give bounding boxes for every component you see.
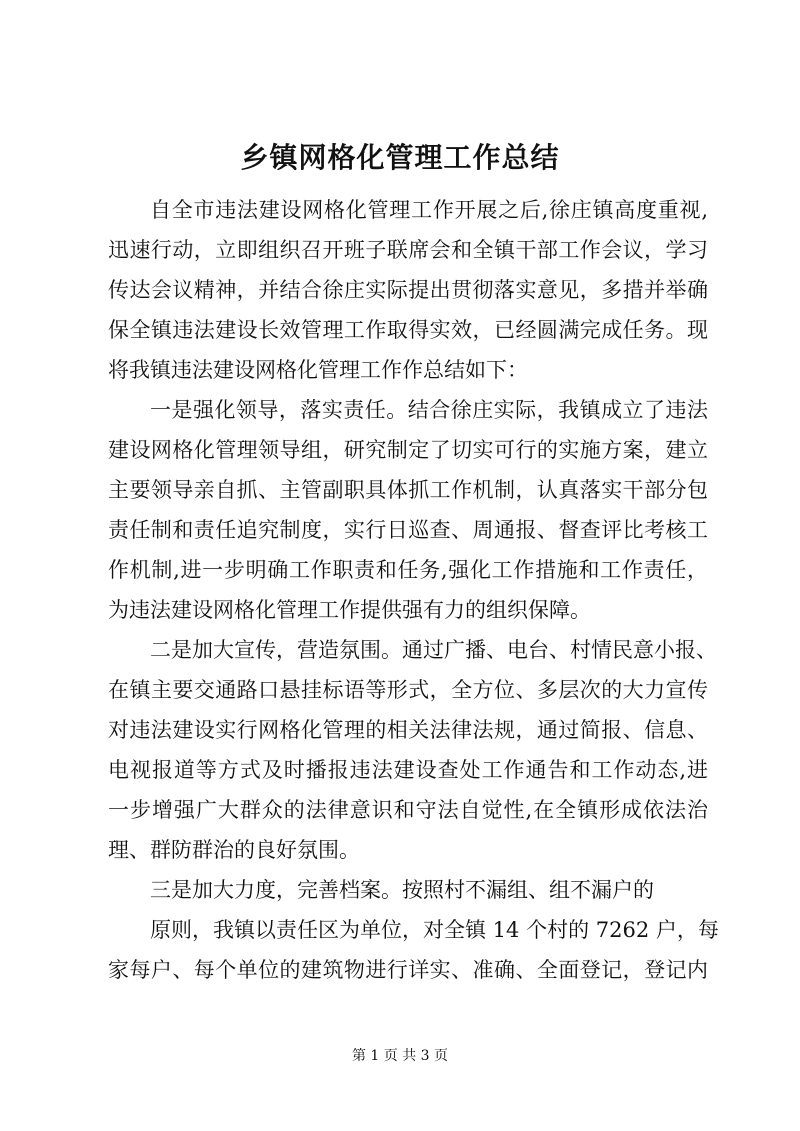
body-line: 迅速行动，立即组织召开班子联席会和全镇干部工作会议，学习	[108, 238, 708, 262]
body-line: 一是强化领导，落实责任。结合徐庄实际，我镇成立了违法	[150, 398, 708, 422]
body-line: 传达会议精神，并结合徐庄实际提出贯彻落实意见，多措并举确	[108, 278, 708, 302]
body-line: 在镇主要交通路口悬挂标语等形式，全方位、多层次的大力宣传	[108, 678, 708, 702]
body-line: 作机制,进一步明确工作职责和任务,强化工作措施和工作责任，	[108, 558, 708, 582]
body-line: 电视报道等方式及时播报违法建设查处工作通告和工作动态,进	[108, 758, 708, 782]
body-line: 原则，我镇以责任区为单位，对全镇 14 个村的 7262 户，每	[150, 918, 719, 942]
body-line: 对违法建设实行网格化管理的相关法律法规，通过简报、信息、	[108, 718, 708, 742]
body-line: 将我镇违法建设网格化管理工作作总结如下：	[108, 358, 528, 382]
body-line: 三是加大力度，完善档案。按照村不漏组、组不漏户的	[150, 878, 654, 902]
body-line: 自全市违法建设网格化管理工作开展之后,徐庄镇高度重视,	[150, 198, 708, 222]
body-line: 主要领导亲自抓、主管副职具体抓工作机制，认真落实干部分包	[108, 478, 708, 502]
body-line: 为违法建设网格化管理工作提供强有力的组织保障。	[108, 598, 591, 622]
body-line: 责任制和责任追究制度，实行日巡查、周通报、督查评比考核工	[108, 518, 708, 542]
body-line: 家每户、每个单位的建筑物进行详实、准确、全面登记，登记内	[108, 958, 708, 982]
document-title: 乡镇网格化管理工作总结	[240, 141, 560, 174]
body-line: 建设网格化管理领导组，研究制定了切实可行的实施方案，建立	[108, 438, 708, 462]
page-footer: 第 1 页 共 3 页	[351, 1048, 449, 1064]
body-line: 二是加大宣传，营造氛围。通过广播、电台、村情民意小报、	[150, 638, 717, 662]
body-line: 保全镇违法建设长效管理工作取得实效，已经圆满完成任务。现	[108, 318, 708, 342]
body-line: 理、群防群治的良好氛围。	[108, 838, 360, 862]
body-line: 一步增强广大群众的法律意识和守法自觉性,在全镇形成依法治	[108, 798, 708, 822]
